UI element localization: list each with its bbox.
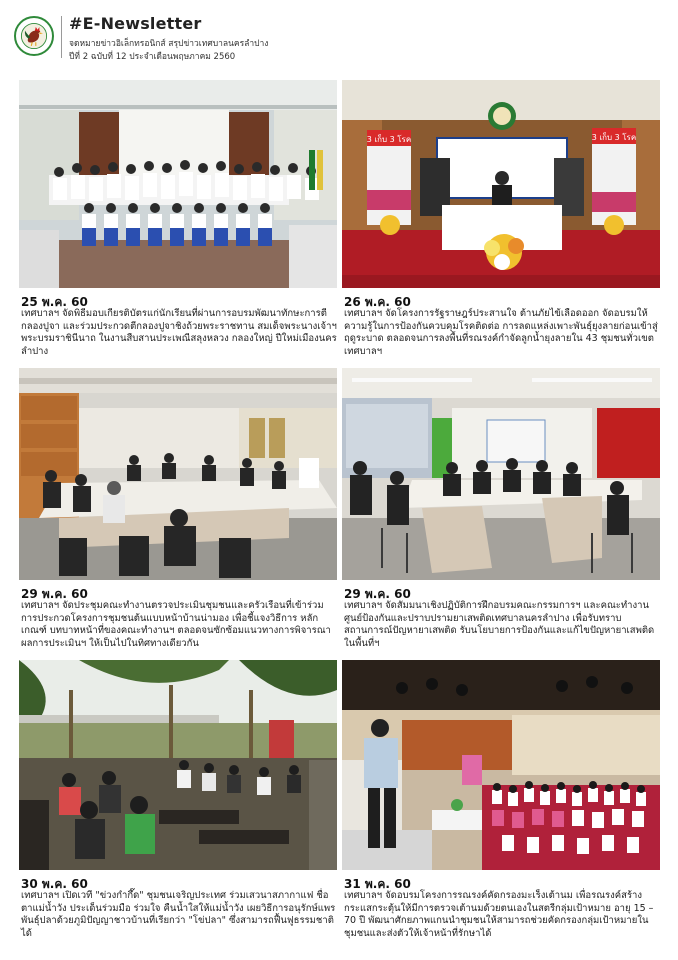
news-date-2: 26 พ.ค. 60 xyxy=(344,295,411,309)
newsletter-header xyxy=(0,0,678,70)
news-photo-4 xyxy=(342,368,660,580)
news-item-3 xyxy=(19,368,337,648)
news-caption-3: เทศบาลฯ จัดประชุมคณะทำงานตรวจประเมินชุมชนและครัวเรือนที่เข้าร่วมการประกวดโครงการชุมชนต้นแบบหน้าบ้านน่ามอง เพื่อชี้แจงวิธีการ หลักเกณฑ์ บทบาทหน้าที่ของคณะทำงานฯ ตลอดจนซักซ้อมแนวทางการพิจารณาผลการประเมินฯ ให้เป็นไปในทิศทางเดียวกัน xyxy=(21,600,331,649)
news-photo-6 xyxy=(342,660,660,870)
news-date-4: 29 พ.ค. 60 xyxy=(344,587,411,601)
news-date-3: 29 พ.ค. 60 xyxy=(21,587,88,601)
news-photo-3 xyxy=(19,368,337,580)
news-caption-4: เทศบาลฯ จัดสัมมนาเชิงปฏิบัติการฝึกอบรมคณะกรรมการฯ และคณะทำงานศูนย์ป้องกันและปราบปรามยาเสพติดเทศบาลนครลำปาง เพื่อรับทราบสถานการณ์ปัญหายาเสพติด รับนโยบายการป้องกันและแก้ไขปัญหายาเสพติดในพื้นที่ฯ xyxy=(344,600,655,649)
municipality-logo xyxy=(14,16,54,56)
news-date-1: 25 พ.ค. 60 xyxy=(21,295,88,309)
news-caption-5: เทศบาลฯ เปิดเวที "ข่วงกำกึ๊ด" ชุมชนเจริญประเทศ ร่วมเสวนาสภากาแฟ ชื่อ ตาแม่น้ำวัง ประเด็นร่วมมือ ร่วมใจ คืนน้ำใสให้แม่น้ำวัง เผยวิธีการอนุรักษ์แพรพันธุ์ปลาด้วยภูมิปัญญาชาวบ้านที่เรียกว่า "โข่ปลา" ซึ่งสามารถฟื้นฟูธรรมชาติได้ xyxy=(21,890,336,939)
news-date-6: 31 พ.ค. 60 xyxy=(344,877,411,891)
news-photo-1 xyxy=(19,80,337,288)
news-date-5: 30 พ.ค. 60 xyxy=(21,877,88,891)
news-item-6 xyxy=(342,660,660,950)
newsletter-issue: ปีที่ 2 ฉบับที่ 12 ประจำเดือนพฤษภาคม 2560 xyxy=(69,52,236,62)
header-divider xyxy=(61,16,62,58)
news-caption-2: เทศบาลฯ จัดโครงการรัฐราษฎร์ประสานใจ ต้านภัยไข้เลือดออก จัดอบรมให้ความรู้ในการป้องกันควบคุมโรคติดต่อ การลดแหล่งเพาะพันธุ์ยุงลายก่อนเข้าสู่ฤดูระบาด ตลอดจนการลงพื้นที่รณรงค์กำจัดลูกน้ำยุงลายใน 43 ชุมชนทั่วเขตเทศบาลฯ xyxy=(344,308,658,357)
news-item-2 xyxy=(342,80,660,357)
news-caption-1: เทศบาลฯ จัดพิธีมอบเกียรติบัตรแก่นักเรียนที่ผ่านการอบรมพัฒนาทักษะการตีกลองปูจา และร่วมประกวดตีกลองปูจาชิงถ้วยพระราชทาน สมเด็จพระนางเจ้าฯ พระบรมราชินีนาถ ในงานสืบสานประเพณีสลุงหลวง กลองใหญ่ ปีใหม่เมืองนครลำปาง xyxy=(21,308,337,357)
news-item-1 xyxy=(19,80,337,357)
newsletter-subtitle: จดหมายข่าวอิเล็กทรอนิกส์ สรุปข่าวเทศบาลนครลำปาง xyxy=(69,39,269,49)
news-photo-2 xyxy=(342,80,660,288)
banner-left-text: 3 เก็บ 3 โรค xyxy=(366,135,412,144)
news-item-4 xyxy=(342,368,660,648)
news-caption-6: เทศบาลฯ จัดอบรมโครงการรณรงค์คัดกรองมะเร็งเต้านม เพื่อรณรงค์สร้างกระแสกระตุ้นให้มีการตรวจเต้านมด้วยตนเองในสตรีกลุ่มเป้าหมาย อายุ 15 – 70 ปี พัฒนาศักยภาพแกนนำชุมชนให้สามารถช่วยคัดกรองกลุ่มเป้าหมายในชุมชนและส่งตัวให้เจ้าหน้าที่รักษาได้ xyxy=(344,890,654,939)
banner-right-text: 3 เก็บ 3 โรค xyxy=(591,133,637,142)
news-item-5 xyxy=(19,660,337,950)
newsletter-title: #E-Newsletter xyxy=(69,14,202,33)
news-photo-5 xyxy=(19,660,337,870)
